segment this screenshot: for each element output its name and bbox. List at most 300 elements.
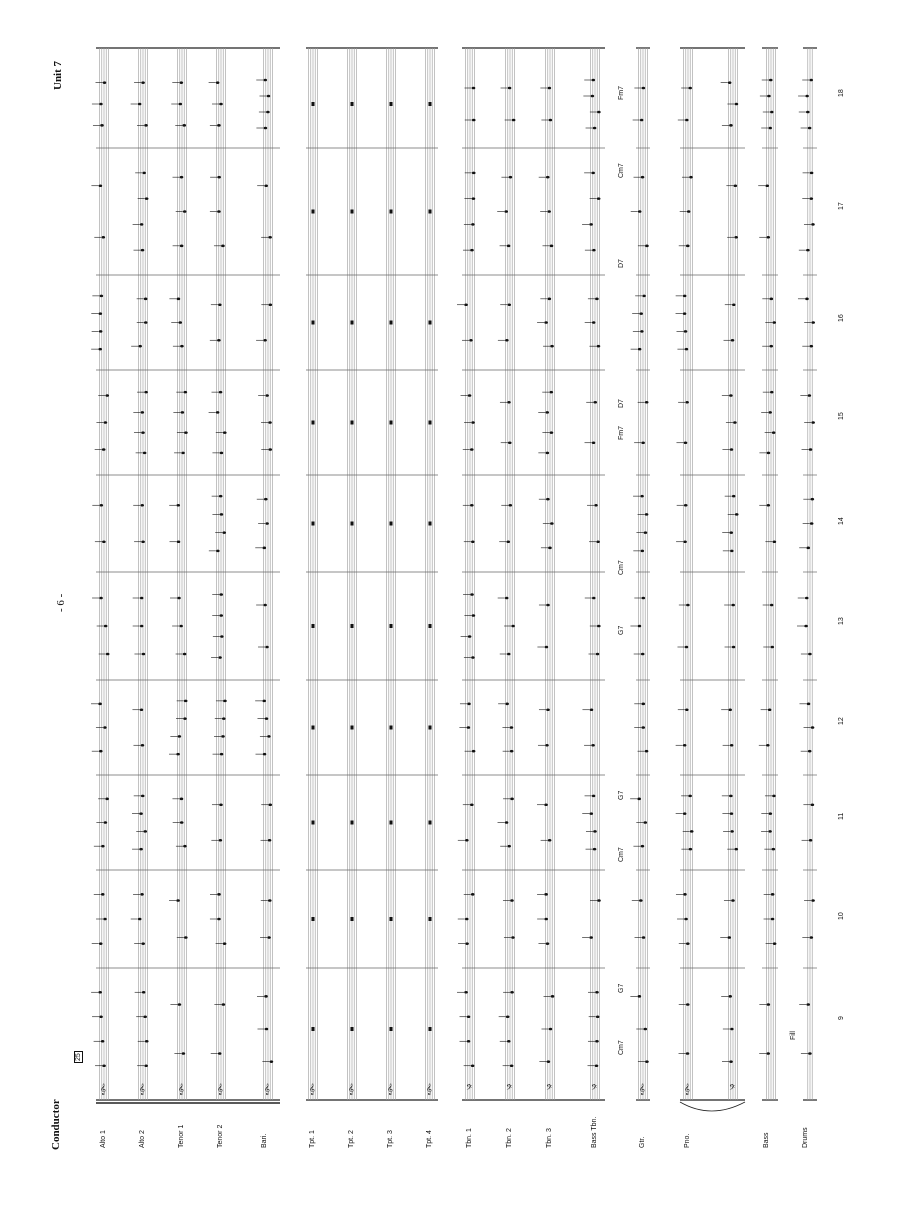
note-head (767, 1003, 771, 1006)
note-head (546, 942, 550, 945)
note-head (732, 646, 736, 649)
note-head (732, 495, 736, 498)
note-head (265, 1028, 269, 1031)
note-head (641, 653, 645, 656)
note-head (467, 1040, 471, 1043)
note-head (143, 1015, 147, 1018)
note-head (219, 614, 223, 617)
note-head (471, 893, 475, 896)
note-head (141, 942, 145, 945)
note-head (809, 79, 813, 82)
note-head (183, 210, 187, 213)
note-head (546, 176, 550, 179)
note-head (265, 717, 269, 720)
note-head (178, 321, 182, 324)
note-head (546, 708, 550, 711)
note-head (809, 345, 813, 348)
chord-symbol: Cm7 (618, 163, 625, 178)
note-head (178, 735, 182, 738)
note-head (141, 540, 145, 543)
note-head (591, 79, 595, 82)
note-head (595, 1040, 599, 1043)
note-head (181, 452, 185, 455)
note-head (734, 848, 738, 851)
note-head (685, 708, 689, 711)
note-head (689, 176, 693, 179)
note-head (645, 245, 649, 248)
clef-glyph: 𝄞 (639, 1084, 645, 1095)
clef-glyph: 𝄢 (729, 1084, 736, 1095)
note-head (811, 498, 815, 501)
note-head (642, 295, 646, 298)
clef-glyph: 𝄞 (217, 1084, 223, 1095)
note-head (103, 726, 107, 729)
note-head (145, 1040, 149, 1043)
note-head (143, 452, 147, 455)
note-head (507, 303, 511, 306)
note-head (101, 236, 105, 239)
note-head (643, 1028, 647, 1031)
instrument-label: Tbn. 2 (506, 1128, 513, 1148)
note-head (641, 441, 645, 444)
note-head (222, 531, 226, 534)
note-head (510, 899, 514, 902)
chord-symbol: Fm7 (618, 86, 625, 100)
note-head (589, 936, 593, 939)
clef-glyph: 𝄞 (100, 1084, 106, 1095)
note-head (98, 348, 102, 351)
note-head (511, 625, 515, 628)
note-head (265, 394, 269, 397)
note-head (811, 803, 815, 806)
whole-rest (429, 321, 432, 325)
note-head (144, 391, 148, 394)
whole-rest (429, 522, 432, 526)
clef-glyph: 𝄞 (387, 1084, 393, 1095)
note-head (806, 249, 810, 252)
note-head (141, 744, 145, 747)
note-head (268, 448, 272, 451)
note-head (184, 391, 188, 394)
note-head (546, 604, 550, 607)
whole-rest (390, 821, 393, 825)
note-head (507, 401, 511, 404)
measure-number: 15 (838, 412, 845, 420)
instrument-label: Bari. (261, 1133, 268, 1148)
note-head (101, 1040, 105, 1043)
note-head (178, 103, 182, 106)
note-head (806, 1003, 810, 1006)
instrument-label: Tenor 1 (178, 1124, 185, 1148)
measure-number: 17 (838, 202, 845, 210)
note-head (183, 717, 187, 720)
whole-rest (312, 917, 315, 921)
note-head (472, 750, 476, 753)
whole-rest (351, 917, 354, 921)
note-head (102, 448, 106, 451)
note-head (104, 625, 108, 628)
note-head (504, 210, 508, 213)
note-head (219, 103, 223, 106)
note-head (768, 411, 772, 414)
note-head (728, 708, 732, 711)
note-head (98, 703, 102, 706)
note-head (104, 821, 108, 824)
note-head (177, 540, 181, 543)
note-head (772, 321, 776, 324)
note-head (220, 452, 224, 455)
note-head (100, 504, 104, 507)
note-head (141, 249, 145, 252)
note-head (683, 744, 687, 747)
note-head (217, 339, 221, 342)
note-head (638, 995, 642, 998)
instrument-label: Gtr. (639, 1136, 646, 1148)
instrument-label: Bass (763, 1132, 770, 1148)
note-head (589, 812, 593, 815)
note-head (730, 744, 734, 747)
clef-glyph: 𝄢 (466, 1084, 473, 1095)
note-head (222, 717, 226, 720)
measure-number: 13 (838, 617, 845, 625)
whole-rest (351, 522, 354, 526)
note-head (180, 798, 184, 801)
note-head (176, 753, 180, 756)
chord-symbol: G7 (618, 790, 625, 800)
note-head (595, 1064, 599, 1067)
note-head (263, 604, 267, 607)
note-head (683, 893, 687, 896)
measure-number: 16 (838, 314, 845, 322)
whole-rest (429, 624, 432, 628)
note-head (465, 942, 469, 945)
note-head (686, 1003, 690, 1006)
note-head (510, 750, 514, 753)
note-head (140, 597, 144, 600)
note-head (683, 540, 687, 543)
whole-rest (390, 321, 393, 325)
instrument-label: Tpt. 3 (387, 1130, 394, 1148)
note-head (642, 87, 646, 90)
note-head (471, 540, 475, 543)
whole-rest (429, 917, 432, 921)
whole-rest (312, 102, 315, 106)
note-head (512, 119, 516, 122)
note-head (99, 103, 103, 106)
note-head (591, 95, 595, 98)
note-head (266, 111, 270, 114)
note-head (184, 700, 188, 703)
whole-rest (351, 210, 354, 214)
whole-rest (351, 421, 354, 425)
note-head (142, 653, 146, 656)
note-head (219, 803, 223, 806)
measure-number: 11 (838, 812, 845, 820)
note-head (640, 550, 644, 553)
note-head (471, 656, 475, 659)
note-head (766, 744, 770, 747)
chord-symbol: Cm7 (618, 847, 625, 862)
note-head (139, 848, 143, 851)
note-head (263, 79, 267, 82)
instrument-label: Tpt. 4 (426, 1130, 433, 1148)
note-head (102, 540, 106, 543)
whole-rest (312, 421, 315, 425)
clef-glyph: 𝄞 (264, 1084, 270, 1095)
note-head (766, 236, 770, 239)
note-head (595, 991, 599, 994)
note-head (220, 513, 224, 516)
note-head (184, 936, 188, 939)
note-head (178, 1003, 182, 1006)
note-head (144, 321, 148, 324)
clef-glyph: 𝄞 (309, 1084, 315, 1095)
chord-symbol: G7 (618, 983, 625, 993)
note-head (728, 995, 732, 998)
note-head (222, 1003, 226, 1006)
whole-rest (351, 102, 354, 106)
note-head (505, 597, 509, 600)
whole-rest (429, 421, 432, 425)
whole-rest (390, 726, 393, 730)
note-head (589, 223, 593, 226)
measure-number: 10 (838, 912, 845, 920)
note-head (689, 848, 693, 851)
note-head (140, 893, 144, 896)
note-head (216, 550, 220, 553)
note-head (731, 604, 735, 607)
note-head (688, 795, 692, 798)
note-head (769, 345, 773, 348)
note-head (641, 726, 645, 729)
note-head (219, 839, 223, 842)
note-head (735, 103, 739, 106)
note-head (772, 431, 776, 434)
note-head (548, 547, 552, 550)
note-head (470, 249, 474, 252)
note-head (547, 210, 551, 213)
note-head (98, 312, 102, 315)
note-head (505, 703, 509, 706)
note-head (809, 839, 813, 842)
whole-rest (429, 821, 432, 825)
note-head (468, 394, 472, 397)
note-head (728, 81, 732, 84)
note-head (105, 394, 109, 397)
note-head (591, 744, 595, 747)
whole-rest (429, 102, 432, 106)
note-head (592, 441, 596, 444)
note-head (810, 522, 814, 525)
note-head (219, 593, 223, 596)
note-head (270, 1060, 274, 1063)
note-head (99, 750, 103, 753)
note-head (268, 803, 272, 806)
note-head (734, 184, 738, 187)
note-head (768, 708, 772, 711)
note-head (183, 845, 187, 848)
note-head (264, 127, 268, 130)
instrument-label: Tbn. 1 (466, 1128, 473, 1148)
note-head (509, 176, 513, 179)
note-head (264, 498, 268, 501)
note-head (182, 124, 186, 127)
note-head (730, 830, 734, 833)
note-head (770, 111, 774, 114)
note-head (508, 441, 512, 444)
note-head (545, 411, 549, 414)
note-head (218, 303, 222, 306)
note-head (217, 176, 221, 179)
note-head (597, 345, 601, 348)
note-head (177, 597, 181, 600)
clef-glyph: 𝄢 (591, 1084, 598, 1095)
note-head (464, 303, 468, 306)
chord-symbol: D7 (618, 259, 625, 268)
whole-rest (390, 1027, 393, 1031)
note-head (811, 726, 815, 729)
note-head (593, 848, 597, 851)
note-head (183, 653, 187, 656)
note-head (140, 708, 144, 711)
measure-number: 9 (838, 1016, 845, 1020)
instrument-label: Alto 1 (100, 1130, 107, 1148)
whole-rest (390, 210, 393, 214)
note-head (729, 795, 733, 798)
note-head (733, 421, 737, 424)
note-head (596, 653, 600, 656)
note-head (805, 298, 809, 301)
note-head (639, 312, 643, 315)
note-head (643, 821, 647, 824)
clef-glyph: 𝄞 (684, 1084, 690, 1095)
note-head (506, 1015, 510, 1018)
whole-rest (390, 522, 393, 526)
note-head (140, 223, 144, 226)
note-head (592, 249, 596, 252)
note-head (464, 991, 468, 994)
note-head (508, 504, 512, 507)
note-head (769, 812, 773, 815)
note-head (641, 703, 645, 706)
note-head (642, 597, 646, 600)
note-head (640, 119, 644, 122)
note-head (138, 345, 142, 348)
note-head (470, 448, 474, 451)
note-head (769, 79, 773, 82)
note-head (100, 295, 104, 298)
note-head (470, 803, 474, 806)
note-head (219, 495, 223, 498)
note-head (766, 504, 770, 507)
note-head (267, 735, 271, 738)
note-head (638, 210, 642, 213)
note-head (144, 1064, 148, 1067)
note-head (590, 708, 594, 711)
note-head (507, 845, 511, 848)
conductor-label: Conductor (50, 1099, 62, 1150)
note-head (770, 646, 774, 649)
note-head (144, 124, 148, 127)
note-head (472, 172, 476, 175)
note-head (100, 124, 104, 127)
note-head (730, 1028, 734, 1031)
note-head (465, 918, 469, 921)
note-head (809, 197, 813, 200)
note-head (640, 495, 644, 498)
note-head (467, 726, 471, 729)
note-head (644, 531, 648, 534)
note-head (511, 936, 515, 939)
note-head (545, 646, 549, 649)
note-head (472, 119, 476, 122)
instrument-label: Tenor 2 (217, 1124, 224, 1148)
note-head (216, 411, 220, 414)
note-head (641, 845, 645, 848)
note-head (770, 298, 774, 301)
note-head (804, 625, 808, 628)
note-head (510, 726, 514, 729)
note-head (686, 245, 690, 248)
note-head (505, 821, 509, 824)
note-head (218, 1052, 222, 1055)
note-head (597, 111, 601, 114)
note-head (99, 597, 103, 600)
note-head (597, 197, 601, 200)
note-head (140, 625, 144, 628)
note-head (811, 899, 815, 902)
note-head (593, 401, 597, 404)
note-head (264, 184, 268, 187)
rehearsal-mark: 25 (75, 1053, 82, 1061)
note-head (217, 893, 221, 896)
note-head (808, 750, 812, 753)
note-head (182, 1052, 186, 1055)
note-head (685, 119, 689, 122)
note-head (593, 830, 597, 833)
note-head (595, 298, 599, 301)
note-head (143, 830, 147, 833)
note-head (468, 635, 472, 638)
note-head (262, 700, 266, 703)
piano-brace (680, 1102, 745, 1111)
note-head (766, 1052, 770, 1055)
note-head (640, 330, 644, 333)
note-head (770, 604, 774, 607)
whole-rest (312, 210, 315, 214)
note-head (507, 653, 511, 656)
note-head (220, 753, 224, 756)
note-head (184, 431, 188, 434)
note-head (596, 540, 600, 543)
measure-number: 14 (838, 517, 845, 525)
note-head (684, 330, 688, 333)
note-head (729, 394, 733, 397)
note-head (811, 223, 815, 226)
note-head (645, 750, 649, 753)
note-head (180, 345, 184, 348)
note-head (592, 795, 596, 798)
note-head (683, 312, 687, 315)
note-head (729, 124, 733, 127)
note-head (730, 812, 734, 815)
note-head (806, 111, 810, 114)
whole-rest (390, 102, 393, 106)
note-head (735, 513, 739, 516)
note-head (685, 348, 689, 351)
note-head (592, 321, 596, 324)
whole-rest (429, 210, 432, 214)
